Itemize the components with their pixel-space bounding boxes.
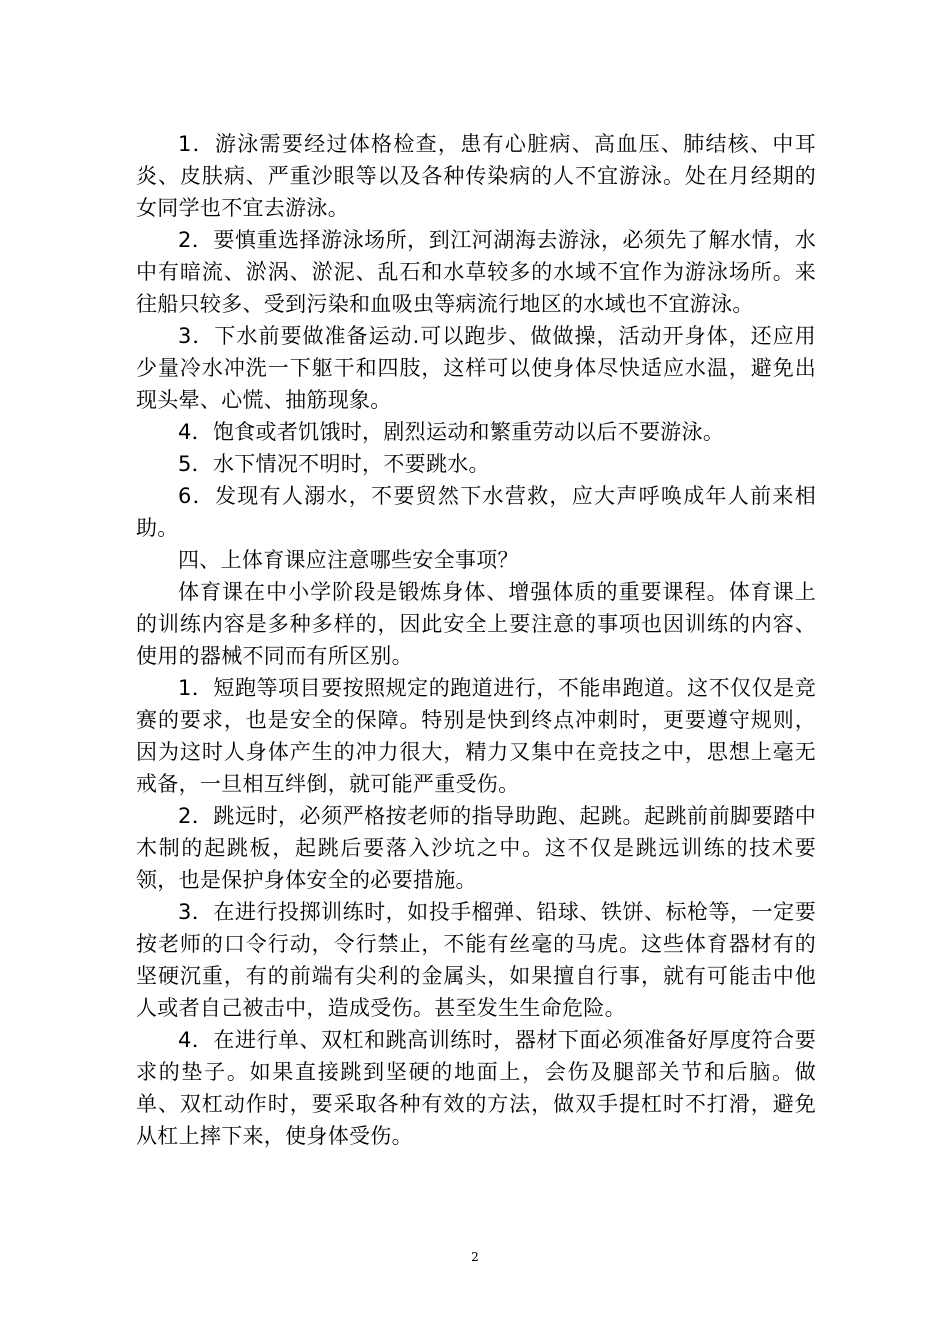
paragraph-swim-eating: 4．饱食或者饥饿时，剧烈运动和繁重劳动以后不要游泳。 (178, 420, 725, 444)
paragraph-swim-health-check: 1．游泳需要经过体格检查，患有心脏病、高血压、肺结核、中耳炎、皮肤病、严重沙眼等以及各种传染病的人不宜游泳。处在月经期的女同学也不宜去游泳。 (136, 132, 816, 220)
paragraph-pe-throwing: 3．在进行投掷训练时，如投手榴弹、铅球、铁饼、标枪等，一定要按老师的口令行动，令行禁止，不能有丝毫的马虎。这些体育器材有的坚硬沉重，有的前端有尖利的金属头，如果擅自行事，就有可能击中他人或者自己被击中，造成受伤。甚至发生生命危险。 (136, 900, 816, 1020)
paragraph-swim-location: 2．要慎重选择游泳场所，到江河湖海去游泳，必须先了解水情，水中有暗流、淤涡、淤泥、乱石和水草较多的水域不宜作为游泳场所。来往船只较多、受到污染和血吸虫等病流行地区的水域也不宜游泳。 (136, 228, 816, 316)
paragraph-pe-bars: 4．在进行单、双杠和跳高训练时，器材下面必须准备好厚度符合要求的垫子。如果直接跳到坚硬的地面上，会伤及腿部关节和后脑。做单、双杠动作时，要采取各种有效的方法，做双手提杠时不打滑，避免从杠上摔下来，使身体受伤。 (136, 1028, 816, 1148)
paragraph-pe-sprint: 1．短跑等项目要按照规定的跑道进行，不能串跑道。这不仅仅是竞赛的要求，也是安全的保障。特别是快到终点冲刺时，更要遵守规则，因为这时人身体产生的冲力很大，精力又集中在竞技之中，思想上毫无戒备，一旦相互绊倒，就可能严重受伤。 (136, 676, 816, 796)
paragraph-pe-intro: 体育课在中小学阶段是锻炼身体、增强体质的重要课程。体育课上的训练内容是多种多样的，因此安全上要注意的事项也因训练的内容、使用的器械不同而有所区别。 (136, 580, 816, 668)
section-heading-pe-safety: 四、上体育课应注意哪些安全事项？ (178, 548, 519, 572)
paragraph-pe-long-jump: 2．跳远时，必须严格按老师的指导助跑、起跳。起跳前前脚要踏中木制的起跳板，起跳后要落入沙坑之中。这不仅是跳远训练的技术要领，也是保护身体安全的必要措施。 (136, 804, 816, 892)
paragraph-swim-rescue: 6．发现有人溺水，不要贸然下水营救，应大声呼唤成年人前来相助。 (136, 484, 816, 540)
paragraph-swim-diving: 5．水下情况不明时，不要跳水。 (178, 452, 490, 476)
paragraph-swim-warmup: 3．下水前要做准备运动.可以跑步、做做操，活动开身体，还应用少量冷水冲洗一下躯干和四肢，这样可以使身体尽快适应水温，避免出现头晕、心慌、抽筋现象。 (136, 324, 816, 412)
document-body (136, 128, 816, 1152)
page-number: 2 (471, 1250, 479, 1264)
